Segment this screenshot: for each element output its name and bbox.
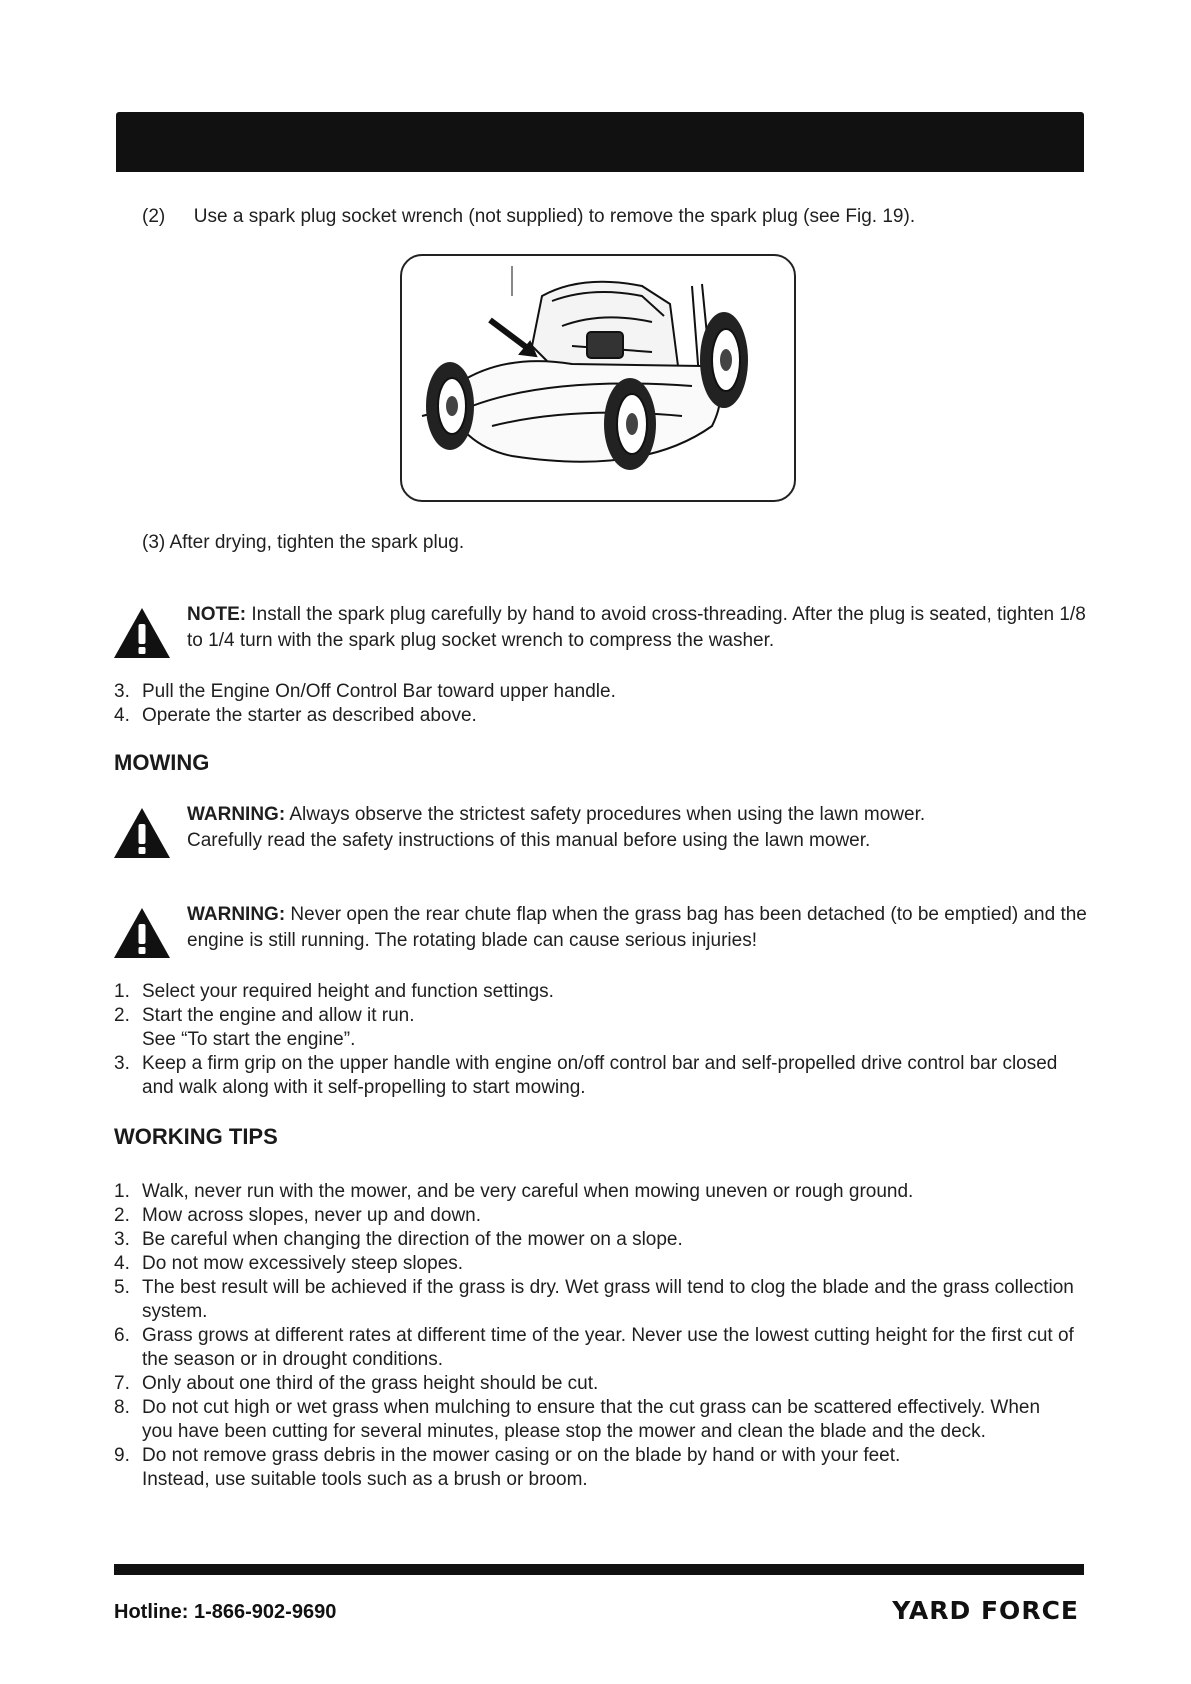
step-2 xyxy=(142,204,915,229)
list-item-number: 1. xyxy=(114,981,130,1002)
list-item-text: Keep a firm grip on the upper handle with engine on/off control bar and self-propelled drive control bar closed and walk along with it self-propelling to start mowing. xyxy=(142,1053,1058,1098)
list-item-text: Be careful when changing the direction of the mower on a slope. xyxy=(142,1229,683,1250)
list-item xyxy=(114,1372,1074,1396)
warning-triangle-icon xyxy=(112,606,172,660)
section-title-mowing: MOWING xyxy=(114,750,210,775)
list-item-number: 8. xyxy=(114,1397,130,1418)
lawn-mower-illustration xyxy=(402,256,794,500)
note-text xyxy=(187,602,1092,654)
list-item-number: 3. xyxy=(114,1229,130,1250)
list-item xyxy=(114,1204,1074,1228)
brand-logo: YARD FORCE xyxy=(892,1596,1079,1625)
wheel-front-left xyxy=(426,362,474,450)
list-item xyxy=(114,1228,1074,1252)
list-item-text: Walk, never run with the mower, and be very careful when mowing uneven or rough ground. xyxy=(142,1181,914,1202)
list-item-subtext: See “To start the engine”. xyxy=(142,1029,356,1050)
list-item-number: 4. xyxy=(114,1253,130,1274)
list-item-text: Select your required height and function settings. xyxy=(142,981,554,1002)
warning-label: WARNING: xyxy=(187,804,286,825)
warning-chute-text xyxy=(187,902,1092,954)
list-item xyxy=(114,1444,1074,1492)
list-item-number: 7. xyxy=(114,1373,130,1394)
section-title-working-tips: WORKING TIPS xyxy=(114,1124,278,1149)
list-item-text: Only about one third of the grass height should be cut. xyxy=(142,1373,599,1394)
warning-body: Always observe the strictest safety procedures when using the lawn mower. Carefully read the safety instructions of this manual before using the lawn mower. xyxy=(187,804,926,851)
warning-triangle-icon xyxy=(112,906,172,960)
list-item-text: Do not mow excessively steep slopes. xyxy=(142,1253,464,1274)
list-item-text: Do not remove grass debris in the mower casing or on the blade by hand or with your feet. xyxy=(142,1445,901,1466)
figure-spark-plug xyxy=(400,254,796,502)
step-2-number: (2) xyxy=(142,206,166,227)
header-bar xyxy=(116,112,1084,172)
mowing-steps-list xyxy=(114,980,1074,1100)
list-item-number: 2. xyxy=(114,1005,130,1026)
list-item-subtext: Instead, use suitable tools such as a brush or broom. xyxy=(142,1469,588,1490)
note-body: Install the spark plug carefully by hand to avoid cross-threading. After the plug is seated, tighten 1/8 to 1/4 turn with the spark plug socket wrench to compress the washer. xyxy=(187,604,1086,651)
list-item xyxy=(114,704,1074,728)
list-item-text: Pull the Engine On/Off Control Bar toward upper handle. xyxy=(142,681,616,702)
list-item xyxy=(114,1180,1074,1204)
note-label: NOTE: xyxy=(187,604,247,625)
list-item-number: 3. xyxy=(114,1053,130,1074)
list-item xyxy=(114,980,1074,1004)
start-steps-list xyxy=(114,680,1074,728)
list-item-number: 9. xyxy=(114,1445,130,1466)
warning-label: WARNING: xyxy=(187,904,286,925)
wheel-rear-right xyxy=(700,312,748,408)
list-item-number: 3. xyxy=(114,681,130,702)
list-item xyxy=(114,680,1074,704)
list-item xyxy=(114,1276,1074,1324)
warning-body: Never open the rear chute flap when the grass bag has been detached (to be emptied) and the engine is still running. The rotating blade can cause serious injuries! xyxy=(187,904,1087,951)
list-item-text: Mow across slopes, never up and down. xyxy=(142,1205,482,1226)
hotline: Hotline: 1-866-902-9690 xyxy=(114,1601,337,1623)
list-item xyxy=(114,1252,1074,1276)
list-item-text: The best result will be achieved if the grass is dry. Wet grass will tend to clog the blade and the grass collection system. xyxy=(142,1277,1074,1322)
list-item-text: Start the engine and allow it run. xyxy=(142,1005,415,1026)
wheel-front-right xyxy=(604,378,656,470)
list-item-number: 6. xyxy=(114,1325,130,1346)
list-item-number: 4. xyxy=(114,705,130,726)
list-item-number: 2. xyxy=(114,1205,130,1226)
list-item-number: 5. xyxy=(114,1277,130,1298)
list-item-text: Operate the starter as described above. xyxy=(142,705,477,726)
step-3: (3) After drying, tighten the spark plug. xyxy=(142,532,465,553)
list-item xyxy=(114,1004,1074,1052)
list-item xyxy=(114,1396,1074,1444)
list-item-text: Grass grows at different rates at different time of the year. Never use the lowest cutting height for the first cut of the season or in drought conditions. xyxy=(142,1325,1074,1370)
working-tips-list xyxy=(114,1180,1074,1492)
list-item xyxy=(114,1324,1074,1372)
list-item-text: Do not cut high or wet grass when mulching to ensure that the cut grass can be scattered effectively. When you have been cutting for several minutes, please stop the mower and clean the blade and the deck. xyxy=(142,1397,1041,1442)
warning-triangle-icon xyxy=(112,806,172,860)
step-2-text: Use a spark plug socket wrench (not supplied) to remove the spark plug (see Fig. 19). xyxy=(193,206,916,227)
list-item-number: 1. xyxy=(114,1181,130,1202)
warning-safety-text xyxy=(187,802,987,854)
list-item xyxy=(114,1052,1074,1100)
footer-bar xyxy=(114,1564,1084,1575)
